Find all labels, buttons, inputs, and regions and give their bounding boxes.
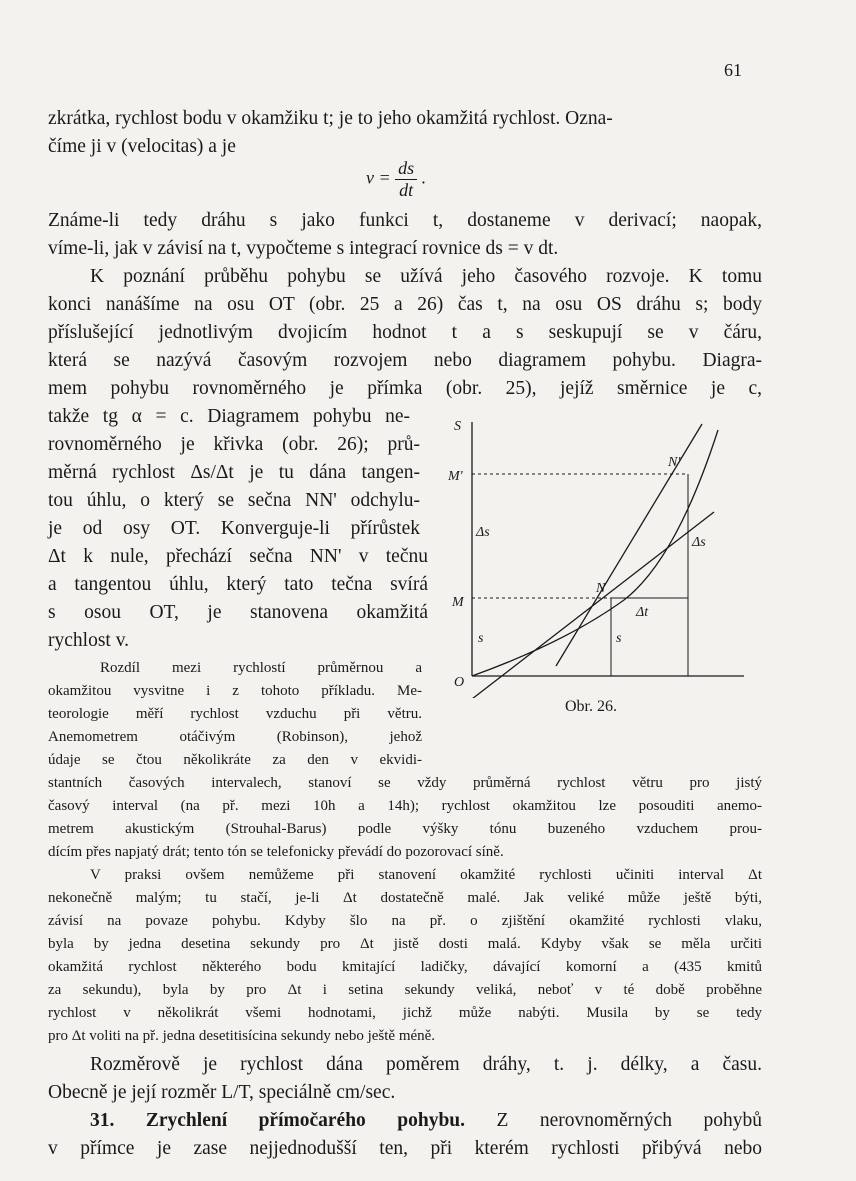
small-text-line: za sekundu), byla by pro Δt i setina sekundy veliká, neboť v té době proběhne [48,982,762,998]
formula-lhs: v = [366,167,391,188]
section-title: Zrychlení přímočarého pohybu. [145,1110,466,1131]
figure-caption: Obr. 26. [565,698,617,715]
page-number: 61 [724,60,742,80]
formula-numerator: ds [395,158,417,180]
label-n-prime: N' [668,455,681,470]
motion-curve [472,430,718,676]
formula-fraction [395,158,417,201]
text-line: K poznání průběhu pohybu se užívá jeho časového rozvoje. K tomu [90,266,762,287]
text-line: zkrátka, rychlost bodu v okamžiku t; je to jeho okamžitá rychlost. Ozna- [48,108,613,129]
small-text-line: závisí na povaze pohybu. Kdyby šlo na př. o zjištění okamžité rychlosti vlaku, [48,913,762,929]
label-delta-s-right: Δs [692,535,706,550]
label-delta-t: Δt [636,605,649,620]
text-line: tou úhlu, o který se sečna NN' odchylu- [48,490,420,511]
text-line: příslušející jednotlivým dvojicím hodnot t a s seskupují se v čáru, [48,322,762,343]
velocity-formula [366,158,426,201]
text-line: Rozměrově je rychlost dána poměrem dráhy, t. j. délky, a času. [90,1054,762,1075]
small-text-line: metrem akustickým (Strouhal-Barus) podle výšky tónu buzeného vzduchem prou- [48,821,762,837]
text-line: rychlost v. [48,630,130,651]
text-line: víme-li, jak v závisí na t, vypočteme s integrací rovnice ds = v dt. [48,238,559,259]
small-text-line: Anemometrem otáčivým (Robinson), jehož [48,729,422,745]
text-line: číme ji v (velocitas) a je [48,136,236,157]
text-line: rovnoměrného je křivka (obr. 26); prů- [48,434,420,455]
text-line: takže tg α = c. Diagramem pohybu ne- [48,406,410,427]
section-text: Z nerovnoměrných pohybů [496,1110,762,1131]
label-origin: O [454,675,465,690]
label-m: M [452,595,464,610]
small-text-line: pro Δt voliti na př. jedna desetitisícina sekundy nebo ještě méně. [48,1028,436,1044]
formula-denominator: dt [399,180,414,200]
label-delta-s-left: Δs [476,525,490,540]
text-line: je od osy OT. Konverguje-li přírůstek [48,518,420,539]
small-text-line: V praksi ovšem nemůžeme při stanovení okamžité rychlosti učiniti interval Δt [90,867,762,883]
small-text-line: dícím přes napjatý drát; tento tón se telefonicky převádí do pozorovací síně. [48,844,504,860]
small-text-line: stantních časových intervalech, stanoví se vždy průměrná rychlost větru pro jistý [48,775,762,791]
text-line: Známe-li tedy dráhu s jako funkci t, dostaneme v derivací; naopak, [48,210,762,231]
formula-end: . [421,167,427,188]
text-line: která se nazývá časovým rozvojem nebo diagramem pohybu. Diagra- [48,350,762,371]
section-heading-line [90,1110,762,1132]
label-s-axis: S [454,419,461,434]
section-number: 31. [90,1110,115,1131]
text-line: Obecně je její rozměr L/T, speciálně cm/sec. [48,1082,396,1103]
label-s-left: s [478,631,484,646]
label-m-prime: M' [448,469,463,484]
label-s-right: s [616,631,622,646]
small-text-line: okamžitou vysvitne i z tohoto příkladu. Me- [48,683,422,699]
small-text-line: Rozdíl mezi rychlostí průměrnou a [100,660,422,676]
text-line: s osou OT, je stanovena okamžitá [48,602,428,623]
small-text-line: teorologie měří rychlost vzduchu při větru. [48,706,422,722]
small-text-line: nekonečně malým; tu stačí, je-li Δt dostatečně malé. Jak veliké může ještě býti, [48,890,762,906]
text-line: v přímce je zase nejjednodušší ten, při kterém rychlosti přibývá nebo [48,1138,762,1159]
small-text-line: rychlost v několikrát všemi hodnotami, jichž může nabýti. Musila by se tedy [48,1005,762,1021]
small-text-line: okamžitá rychlost některého bodu kmitající ladičky, dávající komorní a (435 kmitů [48,959,762,975]
small-text-line: časový interval (na př. mezi 10h a 14h); rychlost okamžitou lze posouditi anemo- [48,798,762,814]
motion-diagram [446,410,746,698]
text-line: a tangentou úhlu, který tato tečna svírá [48,574,428,595]
small-text-line: údaje se čtou několikráte za den v ekvidi- [48,752,422,768]
label-n: N [596,581,606,596]
text-line: měrná rychlost Δs/Δt je tu dána tangen- [48,462,420,483]
text-line: mem pohybu rovnoměrného je přímka (obr. 25), jejíž směrnice je c, [48,378,762,399]
small-text-line: byla by jedna desetina sekundy pro Δt jistě dosti malá. Kdyby však se měla určiti [48,936,762,952]
text-line: Δt k nule, přechází sečna NN' v tečnu [48,546,428,567]
text-line: konci nanášíme na osu OT (obr. 25 a 26) čas t, na osu OS dráhu s; body [48,294,762,315]
